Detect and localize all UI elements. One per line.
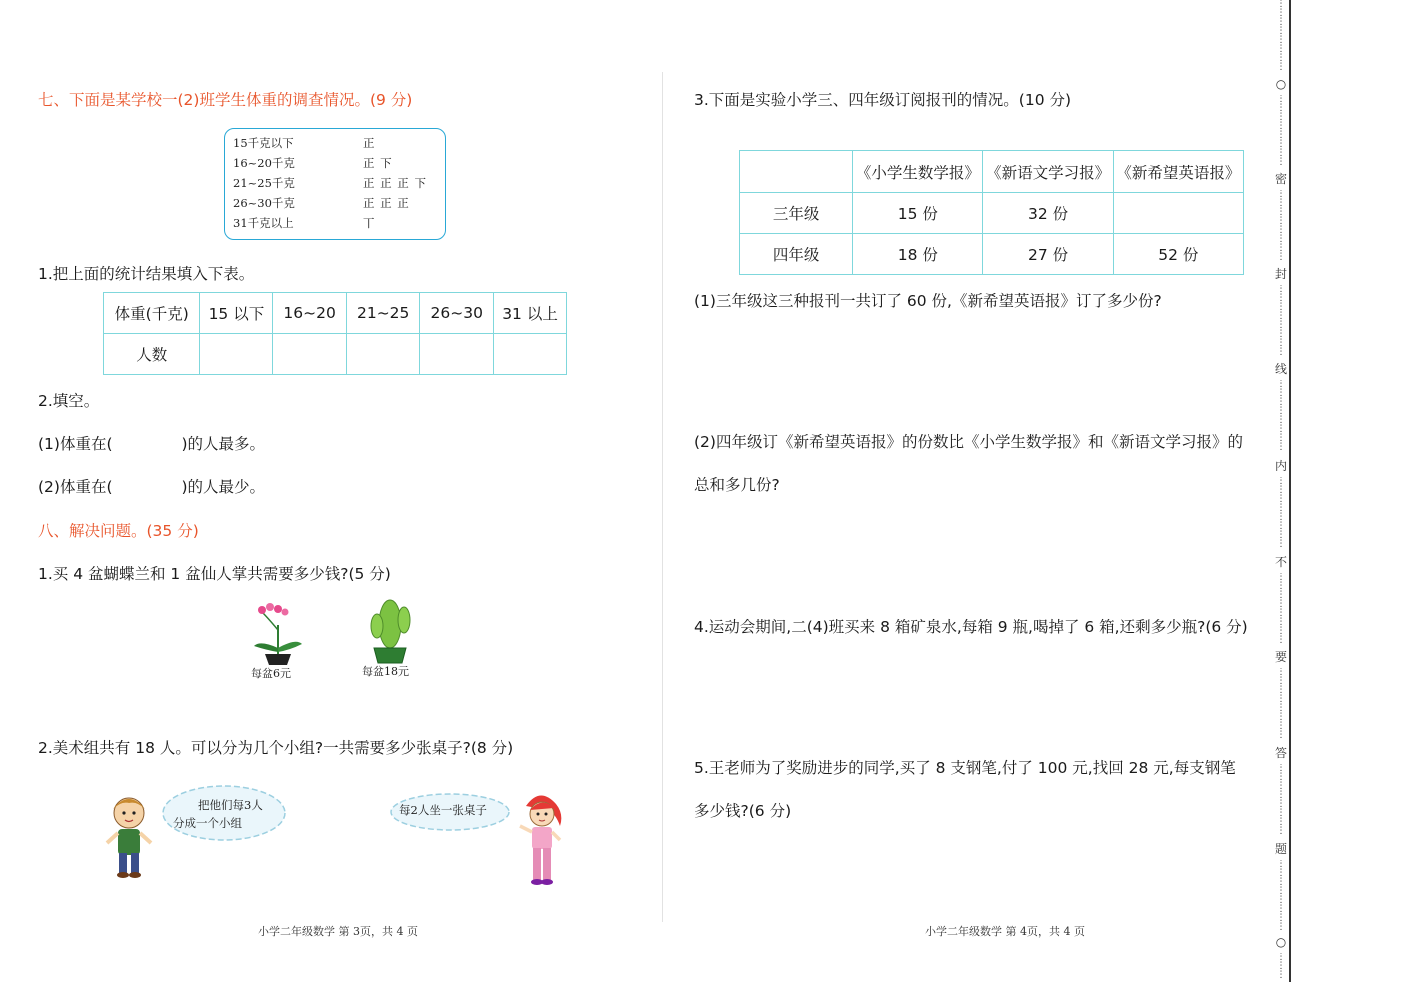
problem-5-line1: 5.王老师为了奖励进步的同学,买了 8 支钢笔,付了 100 元,找回 28 元,每支钢笔 bbox=[694, 759, 1236, 777]
dotted-line: ⋮ ⋮ ⋮ ⋮ ⋮ ⋮ ⋮ ⋮ bbox=[1276, 380, 1286, 450]
left-page-footer: 小学二年级数学 第 3页，共 4 页 bbox=[258, 925, 418, 938]
seal-char: 线 bbox=[1274, 362, 1287, 376]
table-cell: 27 份 bbox=[983, 234, 1113, 275]
tally-label: 26~30千克 bbox=[233, 196, 295, 210]
page-divider bbox=[662, 72, 663, 922]
dotted-line: ⋮ ⋮ ⋮ ⋮ ⋮ ⋮ ⋮ ⋮ bbox=[1276, 573, 1286, 643]
question-1: 1.把上面的统计结果填入下表。 bbox=[38, 265, 255, 283]
seal-char: ○ bbox=[1275, 77, 1287, 91]
dotted-line: ⋮ ⋮ ⋮ ⋮ ⋮ ⋮ ⋮ ⋮ bbox=[1276, 477, 1286, 547]
tally-marks: 正 正 正 bbox=[363, 196, 410, 210]
weight-table bbox=[103, 292, 567, 375]
seal-char: 密 bbox=[1274, 172, 1287, 186]
seal-line bbox=[1289, 0, 1291, 982]
cactus-pot-image bbox=[362, 594, 418, 664]
problem-4: 4.运动会期间,二(4)班买来 8 箱矿泉水,每箱 9 瓶,喝掉了 6 箱,还剩多少瓶?(6 分) bbox=[694, 618, 1248, 636]
question-2: 2.填空。 bbox=[38, 392, 100, 410]
dotted-line: ⋮ ⋮ ⋮ ⋮ ⋮ ⋮ ⋮ ⋮ bbox=[1276, 190, 1286, 260]
table-header: 15 以下 bbox=[200, 293, 273, 334]
tally-label: 31千克以上 bbox=[233, 216, 294, 230]
table-cell: 18 份 bbox=[853, 234, 983, 275]
table-header: 《小学生数学报》 bbox=[853, 151, 983, 193]
seal-char: 内 bbox=[1274, 459, 1287, 473]
problem-3-part-2-line1: (2)四年级订《新希望英语报》的份数比《小学生数学报》和《新语文学习报》的 bbox=[694, 433, 1243, 451]
boy-bubble-line1: 把他们每3人 bbox=[198, 798, 263, 812]
table-cell: 15 份 bbox=[853, 193, 983, 234]
table-header bbox=[740, 151, 853, 193]
girl-bubble-text: 每2人坐一张桌子 bbox=[399, 803, 487, 817]
problem-5-line2: 多少钱?(6 分) bbox=[694, 802, 792, 820]
section-7-title: 七、下面是某学校一(2)班学生体重的调查情况。(9 分) bbox=[38, 91, 413, 109]
tally-chart bbox=[224, 128, 446, 240]
dotted-line: ⋮ ⋮ ⋮ ⋮ ⋮ ⋮ ⋮ ⋮ bbox=[1276, 860, 1286, 930]
answer-cell[interactable] bbox=[494, 334, 567, 375]
problem-2: 2.美术组共有 18 人。可以分为几个小组?一共需要多少张桌子?(8 分) bbox=[38, 739, 514, 757]
problem-3: 3.下面是实验小学三、四年级订阅报刊的情况。(10 分) bbox=[694, 91, 1072, 109]
fill-blank-2: (2)体重在( )的人最少。 bbox=[38, 478, 266, 496]
boy-speech-bubble bbox=[160, 782, 288, 844]
problem-1: 1.买 4 盆蝴蝶兰和 1 盆仙人掌共需要多少钱?(5 分) bbox=[38, 565, 391, 583]
problem-3-part-1: (1)三年级这三种报刊一共订了 60 份,《新希望英语报》订了多少份? bbox=[694, 292, 1162, 310]
fill-blank-1: (1)体重在( )的人最多。 bbox=[38, 435, 266, 453]
table-cell: 三年级 bbox=[740, 193, 853, 234]
tally-marks: 正 bbox=[363, 136, 376, 150]
tally-marks: 正 下 bbox=[363, 156, 393, 170]
tally-label: 21~25千克 bbox=[233, 176, 295, 190]
table-header: 21~25 bbox=[346, 293, 420, 334]
problem-3-part-2-line2: 总和多几份? bbox=[694, 476, 780, 494]
table-header: 31 以上 bbox=[494, 293, 567, 334]
table-header: 16~20 bbox=[273, 293, 347, 334]
right-page-footer: 小学二年级数学 第 4页，共 4 页 bbox=[925, 925, 1085, 938]
answer-cell[interactable] bbox=[420, 334, 494, 375]
answer-cell[interactable] bbox=[200, 334, 273, 375]
boy-character-image bbox=[103, 793, 155, 879]
section-8-title: 八、解决问题。(35 分) bbox=[38, 522, 199, 540]
table-cell: 四年级 bbox=[740, 234, 853, 275]
table-cell[interactable] bbox=[1113, 193, 1243, 234]
seal-char: ○ bbox=[1275, 935, 1287, 949]
seal-char: 题 bbox=[1274, 842, 1287, 856]
newspaper-table bbox=[739, 150, 1244, 275]
orchid-caption: 每盆6元 bbox=[251, 667, 291, 680]
tally-label: 15千克以下 bbox=[233, 136, 294, 150]
answer-cell[interactable] bbox=[346, 334, 420, 375]
dotted-line: ⋮ ⋮ ⋮ ⋮ ⋮ ⋮ ⋮ ⋮ bbox=[1276, 285, 1286, 355]
seal-char: 答 bbox=[1274, 746, 1287, 760]
seal-char: 不 bbox=[1274, 555, 1287, 569]
dotted-line: ⋮ ⋮ ⋮ ⋮ ⋮ ⋮ ⋮ ⋮ bbox=[1276, 764, 1286, 834]
table-header: 《新希望英语报》 bbox=[1113, 151, 1243, 193]
table-row bbox=[740, 234, 1244, 275]
table-row bbox=[740, 193, 1244, 234]
dotted-line: ⋮ ⋮ ⋮ bbox=[1276, 953, 1286, 980]
orchid-pot-image bbox=[250, 600, 306, 666]
table-header: 26~30 bbox=[420, 293, 494, 334]
tally-label: 16~20千克 bbox=[233, 156, 295, 170]
cactus-caption: 每盆18元 bbox=[362, 665, 409, 678]
table-header: 《新语文学习报》 bbox=[983, 151, 1113, 193]
table-cell: 32 份 bbox=[983, 193, 1113, 234]
dotted-line: ⋮ ⋮ ⋮ ⋮ ⋮ ⋮ ⋮ ⋮ bbox=[1276, 668, 1286, 738]
answer-cell[interactable] bbox=[273, 334, 347, 375]
table-cell: 52 份 bbox=[1113, 234, 1243, 275]
boy-bubble-line2: 分成一个小组 bbox=[173, 816, 242, 830]
girl-character-image bbox=[512, 792, 568, 888]
tally-marks: 丅 bbox=[363, 216, 376, 230]
table-header: 体重(千克) bbox=[104, 293, 200, 334]
tally-marks: 正 正 正 下 bbox=[363, 176, 427, 190]
dotted-line: ⋮ ⋮ ⋮ ⋮ ⋮ ⋮ ⋮ ⋮ bbox=[1276, 95, 1286, 165]
table-row-label: 人数 bbox=[104, 334, 200, 375]
seal-char: 封 bbox=[1274, 267, 1287, 281]
seal-char: 要 bbox=[1274, 650, 1287, 664]
dotted-line: ⋮ ⋮ ⋮ ⋮ ⋮ ⋮ ⋮ ⋮ bbox=[1276, 0, 1286, 70]
